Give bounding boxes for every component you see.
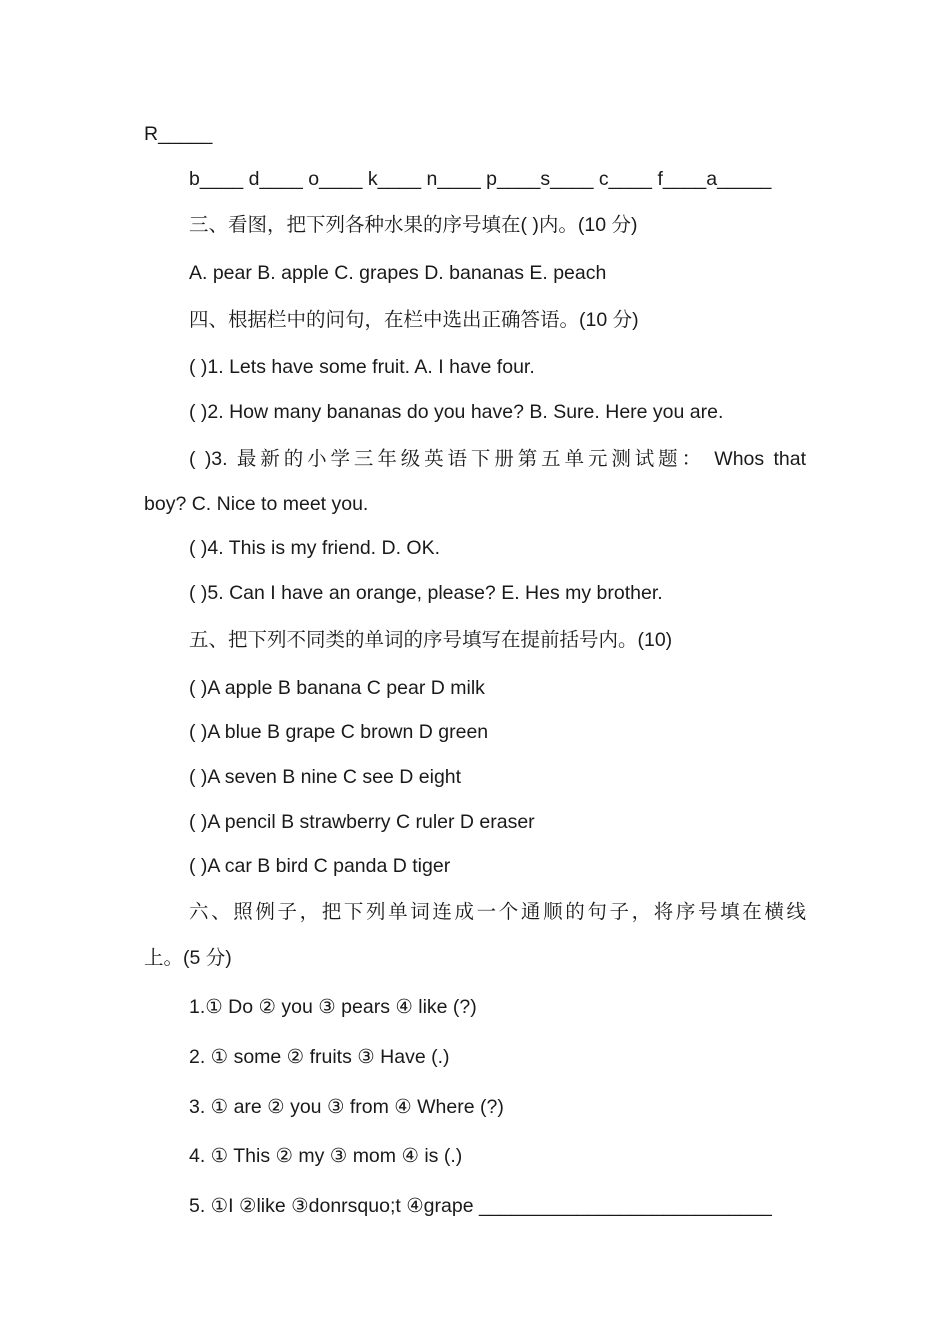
odd-one-out-5: ( )A car B bird C panda D tiger (189, 855, 451, 877)
odd-one-out-3: ( )A seven B nine C see D eight (189, 766, 462, 788)
odd-one-out-1: ( )A apple B banana C pear D milk (189, 677, 485, 699)
question-3: ( )3. 最新的小学三年级英语下册第五单元测试题： Whos that (189, 448, 806, 470)
question-1: ( )1. Lets have some fruit. A. I have four. (189, 356, 535, 378)
sentence-order-1: 1.① Do ② you ③ pears ④ like (?) (189, 996, 477, 1018)
section-5-heading: 五、把下列不同类的单词的序号填写在提前括号内。(10) (189, 629, 673, 651)
question-5: ( )5. Can I have an orange, please? E. Hes my brother. (189, 582, 663, 604)
answer-line-r: R_____ (144, 123, 213, 145)
sentence-order-2: 2. ① some ② fruits ③ Have (.) (189, 1046, 450, 1068)
section-3-heading: 三、看图，把下列各种水果的序号填在( )内。(10 分) (189, 214, 638, 236)
section-6-heading: 六、照例子，把下列单词连成一个通顺的句子，将序号填在横线 (189, 901, 806, 923)
question-3-continued: boy? C. Nice to meet you. (144, 493, 369, 515)
section-4-heading: 四、根据栏中的问句，在栏中选出正确答语。(10 分) (189, 309, 639, 331)
question-4: ( )4. This is my friend. D. OK. (189, 537, 441, 559)
section-6-heading-cont: 上。(5 分) (144, 947, 232, 969)
fruit-options: A. pear B. apple C. grapes D. bananas E. peach (189, 262, 607, 284)
odd-one-out-2: ( )A blue B grape C brown D green (189, 721, 489, 743)
sentence-order-3: 3. ① are ② you ③ from ④ Where (?) (189, 1096, 504, 1118)
sentence-order-5: 5. ①I ②like ③donrsquo;t ④grape ___________________________ (189, 1195, 772, 1217)
sentence-order-4: 4. ① This ② my ③ mom ④ is (.) (189, 1145, 463, 1167)
odd-one-out-4: ( )A pencil B strawberry C ruler D eraser (189, 811, 535, 833)
letter-blanks-line: b____ d____ o____ k____ n____ p____s____ c____ f____a_____ (189, 168, 772, 190)
question-2: ( )2. How many bananas do you have? B. Sure. Here you are. (189, 401, 724, 423)
